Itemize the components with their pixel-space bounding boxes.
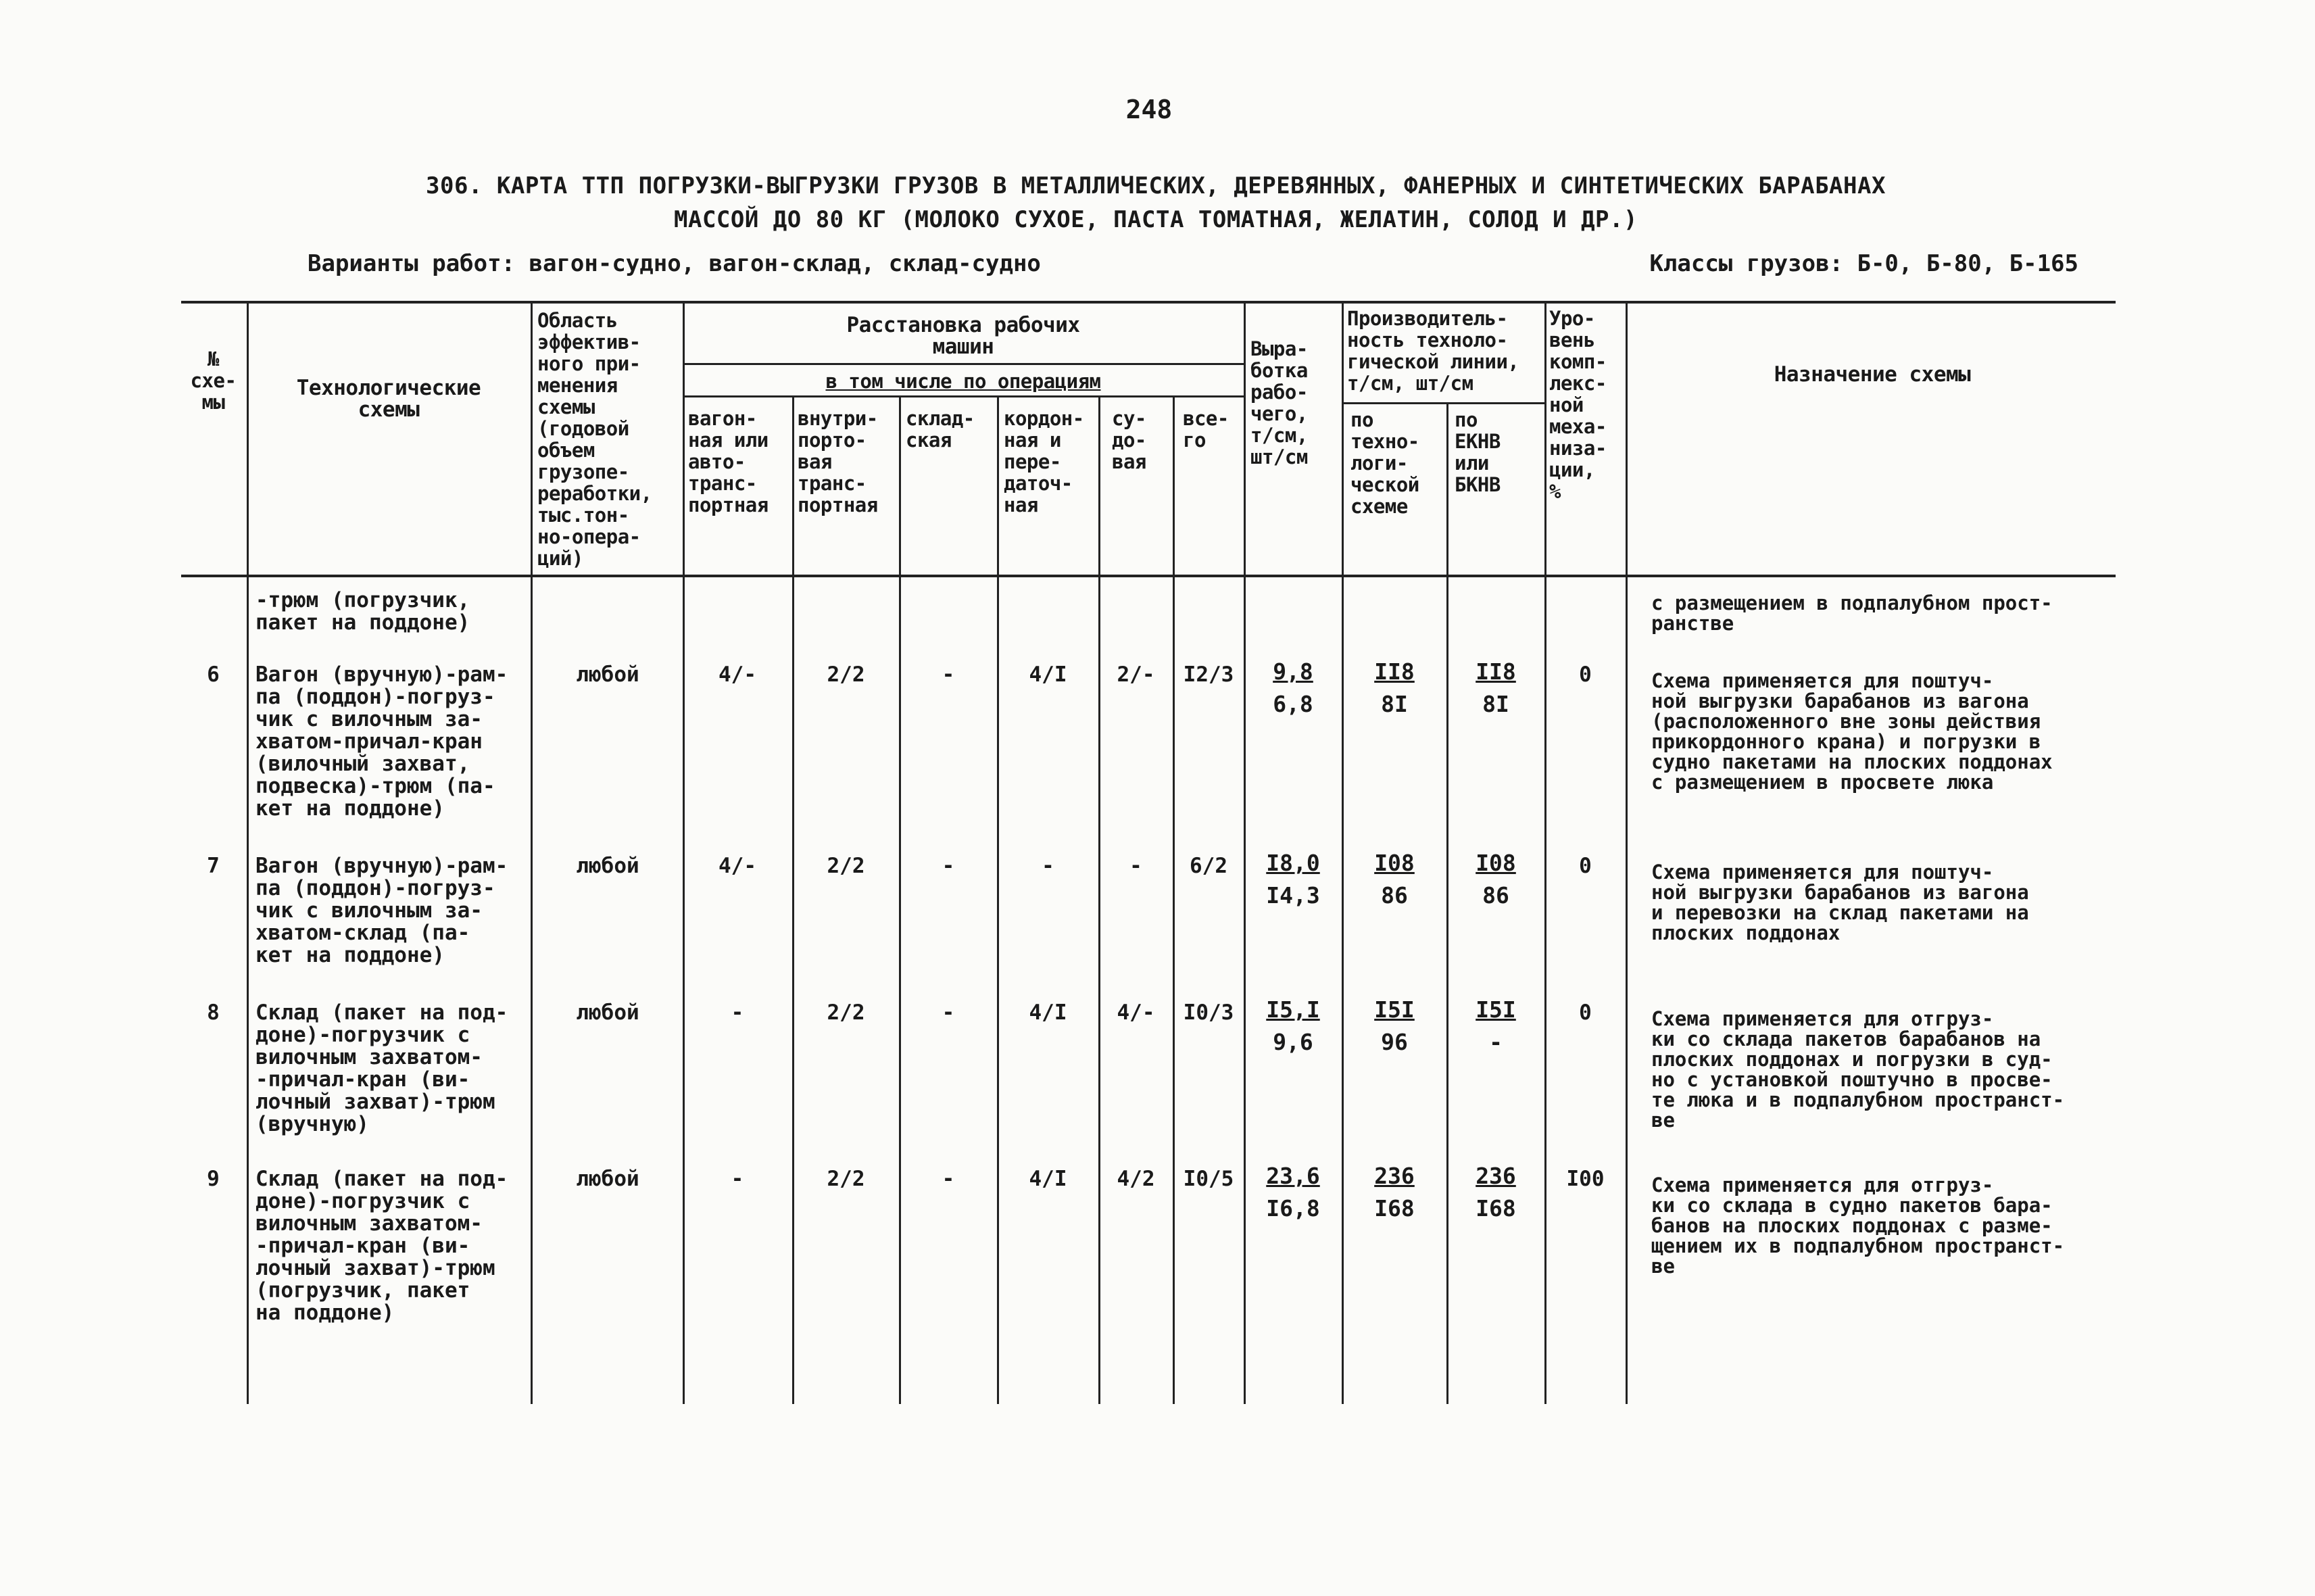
- productivity-numerator: 236: [1374, 1163, 1415, 1189]
- page-title: 306. КАРТА ТТП ПОГРУЗКИ-ВЫГРУЗКИ ГРУЗОВ В МЕТАЛЛИЧЕСКИХ, ДЕРЕВЯННЫХ, ФАНЕРНЫХ И СИНТЕТИЧЕСКИХ БАРАБАНАХ МАССОЙ ДО 80 КГ (МОЛОКО СУХОЕ, ПАСТА ТОМАТНАЯ, ЖЕЛАТИН, СОЛОД И ДР.): [426, 172, 1886, 233]
- header-wagon: вагон- ная или авто- транс- портная: [688, 407, 769, 516]
- scheme-description: Склад (пакет на под- доне)-погрузчик с вилочным захватом- -причал-кран (ви- лочный захват)-трюм (вручную): [255, 1000, 508, 1136]
- cordon-workers: 4/I: [1029, 1000, 1067, 1025]
- total-workers: I0/3: [1183, 1000, 1234, 1025]
- scheme-description: Склад (пакет на под- доне)-погрузчик с вилочным захватом- -причал-кран (ви- лочный захват)-трюм (погрузчик, пакет на поддоне): [255, 1167, 508, 1325]
- productivity-numerator: II8: [1374, 658, 1415, 685]
- wagon-workers: -: [731, 1167, 744, 1191]
- total-workers: 6/2: [1190, 854, 1227, 878]
- productivity-denominator: 8I: [1381, 691, 1408, 717]
- ship-workers: -: [1129, 854, 1142, 878]
- output-denominator: 9,6: [1273, 1029, 1313, 1055]
- output-numerator: 9,8: [1273, 658, 1313, 685]
- page-number: 248: [1125, 95, 1173, 124]
- productivity-numerator: I5I: [1374, 996, 1415, 1023]
- header-technological-schemes: Технологические схемы: [296, 376, 481, 422]
- header-scheme-purpose: Назначение схемы: [1774, 362, 1971, 387]
- col-rule-12: [1544, 302, 1546, 1404]
- productivity-denominator: I68: [1374, 1195, 1415, 1222]
- internal-transport-workers: 2/2: [827, 1000, 865, 1025]
- output-per-worker: [1246, 994, 1340, 1059]
- scheme-description: Вагон (вручную)-рам- па (поддон)-погруз- чик с вилочным за- хватом-причал-кран (вилочный захват, подвеска)-трюм (па- кет на поддоне): [255, 662, 508, 821]
- output-numerator: 23,6: [1266, 1163, 1320, 1189]
- header-application-area: Область эффектив- ного при- менения схемы (годовой объем грузопе- реработки, тыс.тон- но-опера- ций): [537, 309, 652, 570]
- header-bottom-rule: [181, 575, 2116, 577]
- col-rule-1: [247, 302, 249, 1404]
- wagon-workers: 4/-: [718, 662, 756, 687]
- internal-transport-workers: 2/2: [827, 1167, 865, 1191]
- header-output-per-worker: Выра- ботка рабо- чего, т/см, шт/см: [1250, 337, 1308, 468]
- wagon-workers: -: [731, 1000, 744, 1025]
- header-mechanization-level: Уро- вень комп- лекс- ной меха- низа- ции, %: [1549, 307, 1607, 503]
- output-per-worker: [1246, 1160, 1340, 1225]
- output-per-worker: [1246, 847, 1340, 912]
- col-rule-4: [792, 397, 794, 1404]
- header-total: все- го: [1183, 407, 1229, 452]
- output-denominator: I4,3: [1266, 882, 1320, 909]
- header-warehouse: склад- ская: [906, 407, 975, 452]
- eknv-numerator: I5I: [1476, 996, 1516, 1023]
- eknv-denominator: 86: [1482, 882, 1509, 909]
- ship-workers: 2/-: [1117, 662, 1155, 687]
- cordon-workers: 4/I: [1029, 662, 1067, 687]
- total-workers: I2/3: [1183, 662, 1234, 687]
- productivity-by-scheme: [1347, 1160, 1442, 1225]
- wagon-workers: 4/-: [718, 854, 756, 878]
- scheme-number: 7: [207, 854, 220, 878]
- productivity-by-eknv: [1448, 1160, 1543, 1225]
- placement-subheader-rule: [683, 363, 1244, 365]
- header-by-scheme: по техно- логи- ческой схеме: [1350, 408, 1419, 518]
- ship-workers: 4/2: [1117, 1167, 1155, 1191]
- continuation-purpose: с размещением в подпалубном прост- ранстве: [1651, 591, 2053, 635]
- output-numerator: I8,0: [1266, 850, 1320, 876]
- table-top-rule: [181, 301, 2116, 304]
- header-productivity: Производитель- ность техноло- гической линии, т/см, шт/см: [1347, 307, 1519, 395]
- productivity-by-eknv: [1448, 656, 1543, 721]
- continuation-scheme: -трюм (погрузчик, пакет на поддоне): [255, 588, 470, 635]
- col-rule-2: [531, 302, 533, 1404]
- scheme-number: 8: [207, 1000, 220, 1025]
- header-cordon: кордон- ная и пере- даточ- ная: [1004, 407, 1084, 516]
- productivity-numerator: I08: [1374, 850, 1415, 876]
- operations-subheader-rule: [683, 395, 1244, 397]
- productivity-by-scheme: [1347, 656, 1442, 721]
- eknv-denominator: 8I: [1482, 691, 1509, 717]
- header-by-operations: в том числе по операциям: [825, 370, 1101, 393]
- productivity-by-eknv: [1448, 847, 1543, 912]
- col-rule-6: [997, 397, 999, 1404]
- eknv-numerator: I08: [1476, 850, 1516, 876]
- scheme-number: 9: [207, 1167, 220, 1191]
- output-numerator: I5,I: [1266, 996, 1320, 1023]
- col-rule-5: [899, 397, 901, 1404]
- eknv-numerator: 236: [1476, 1163, 1516, 1189]
- cordon-workers: 4/I: [1029, 1167, 1067, 1191]
- productivity-by-scheme: [1347, 847, 1442, 912]
- header-scheme-number: № схе- мы: [190, 347, 237, 414]
- application-area: любой: [576, 662, 639, 687]
- productivity-subheader-rule: [1342, 402, 1544, 404]
- productivity-denominator: 96: [1381, 1029, 1408, 1055]
- header-ship: су- до- вая: [1112, 407, 1146, 473]
- application-area: любой: [576, 1000, 639, 1025]
- header-internal-transport: внутри- порто- вая транс- портная: [798, 407, 878, 516]
- scheme-number: 6: [207, 662, 220, 687]
- ship-workers: 4/-: [1117, 1000, 1155, 1025]
- warehouse-workers: -: [942, 1000, 955, 1025]
- application-area: любой: [576, 1167, 639, 1191]
- scheme-purpose: Схема применяется для отгруз- ки со склада в судно пакетов бара- банов на плоских поддонах с разме- щением их в подпалубном пространст- ве: [1651, 1174, 2065, 1278]
- productivity-by-eknv: [1448, 994, 1543, 1059]
- application-area: любой: [576, 854, 639, 878]
- col-rule-10: [1342, 302, 1344, 1404]
- col-rule-3: [683, 302, 685, 1404]
- mechanization-level: 0: [1579, 854, 1592, 878]
- productivity-by-scheme: [1347, 994, 1442, 1059]
- cordon-workers: -: [1042, 854, 1054, 878]
- warehouse-workers: -: [942, 662, 955, 687]
- col-rule-7: [1098, 397, 1100, 1404]
- mechanization-level: 0: [1579, 1000, 1592, 1025]
- output-per-worker: [1246, 656, 1340, 721]
- col-rule-13: [1626, 302, 1628, 1404]
- output-denominator: I6,8: [1266, 1195, 1320, 1222]
- productivity-denominator: 86: [1381, 882, 1408, 909]
- warehouse-workers: -: [942, 1167, 955, 1191]
- warehouse-workers: -: [942, 854, 955, 878]
- total-workers: I0/5: [1183, 1167, 1234, 1191]
- mechanization-level: 0: [1579, 662, 1592, 687]
- header-by-eknv: по ЕКНВ или БКНВ: [1455, 408, 1501, 496]
- mechanization-level: I00: [1566, 1167, 1605, 1191]
- cargo-classes: Классы грузов: Б-0, Б-80, Б-165: [1649, 250, 2078, 277]
- internal-transport-workers: 2/2: [827, 854, 865, 878]
- internal-transport-workers: 2/2: [827, 662, 865, 687]
- scheme-purpose: Схема применяется для поштуч- ной выгрузки барабанов из вагона и перевозки на склад пакетами на плоских поддонах: [1651, 861, 2029, 944]
- scheme-purpose: Схема применяется для поштуч- ной выгрузки барабанов из вагона (расположенного вне зоны действия прикордонного крана) и погрузки в судно пакетами на плоских поддонах с размещением в просвете люка: [1651, 669, 2053, 794]
- scheme-purpose: Схема применяется для отгруз- ки со склада пакетов барабанов на плоских поддонах и погрузки в суд- но с установкой поштучно в просве- те люка и в подпалубном пространст- ве: [1651, 1007, 2065, 1132]
- col-rule-8: [1173, 397, 1175, 1404]
- header-worker-placement: Расстановка рабочих машин: [846, 313, 1080, 359]
- work-variants: Варианты работ: вагон-судно, вагон-склад, склад-судно: [308, 250, 1041, 277]
- scheme-description: Вагон (вручную)-рам- па (поддон)-погруз- чик с вилочным за- хватом-склад (па- кет на поддоне): [255, 854, 508, 967]
- eknv-numerator: II8: [1476, 658, 1516, 685]
- eknv-denominator: I68: [1476, 1195, 1516, 1222]
- eknv-denominator: -: [1489, 1029, 1503, 1055]
- output-denominator: 6,8: [1273, 691, 1313, 717]
